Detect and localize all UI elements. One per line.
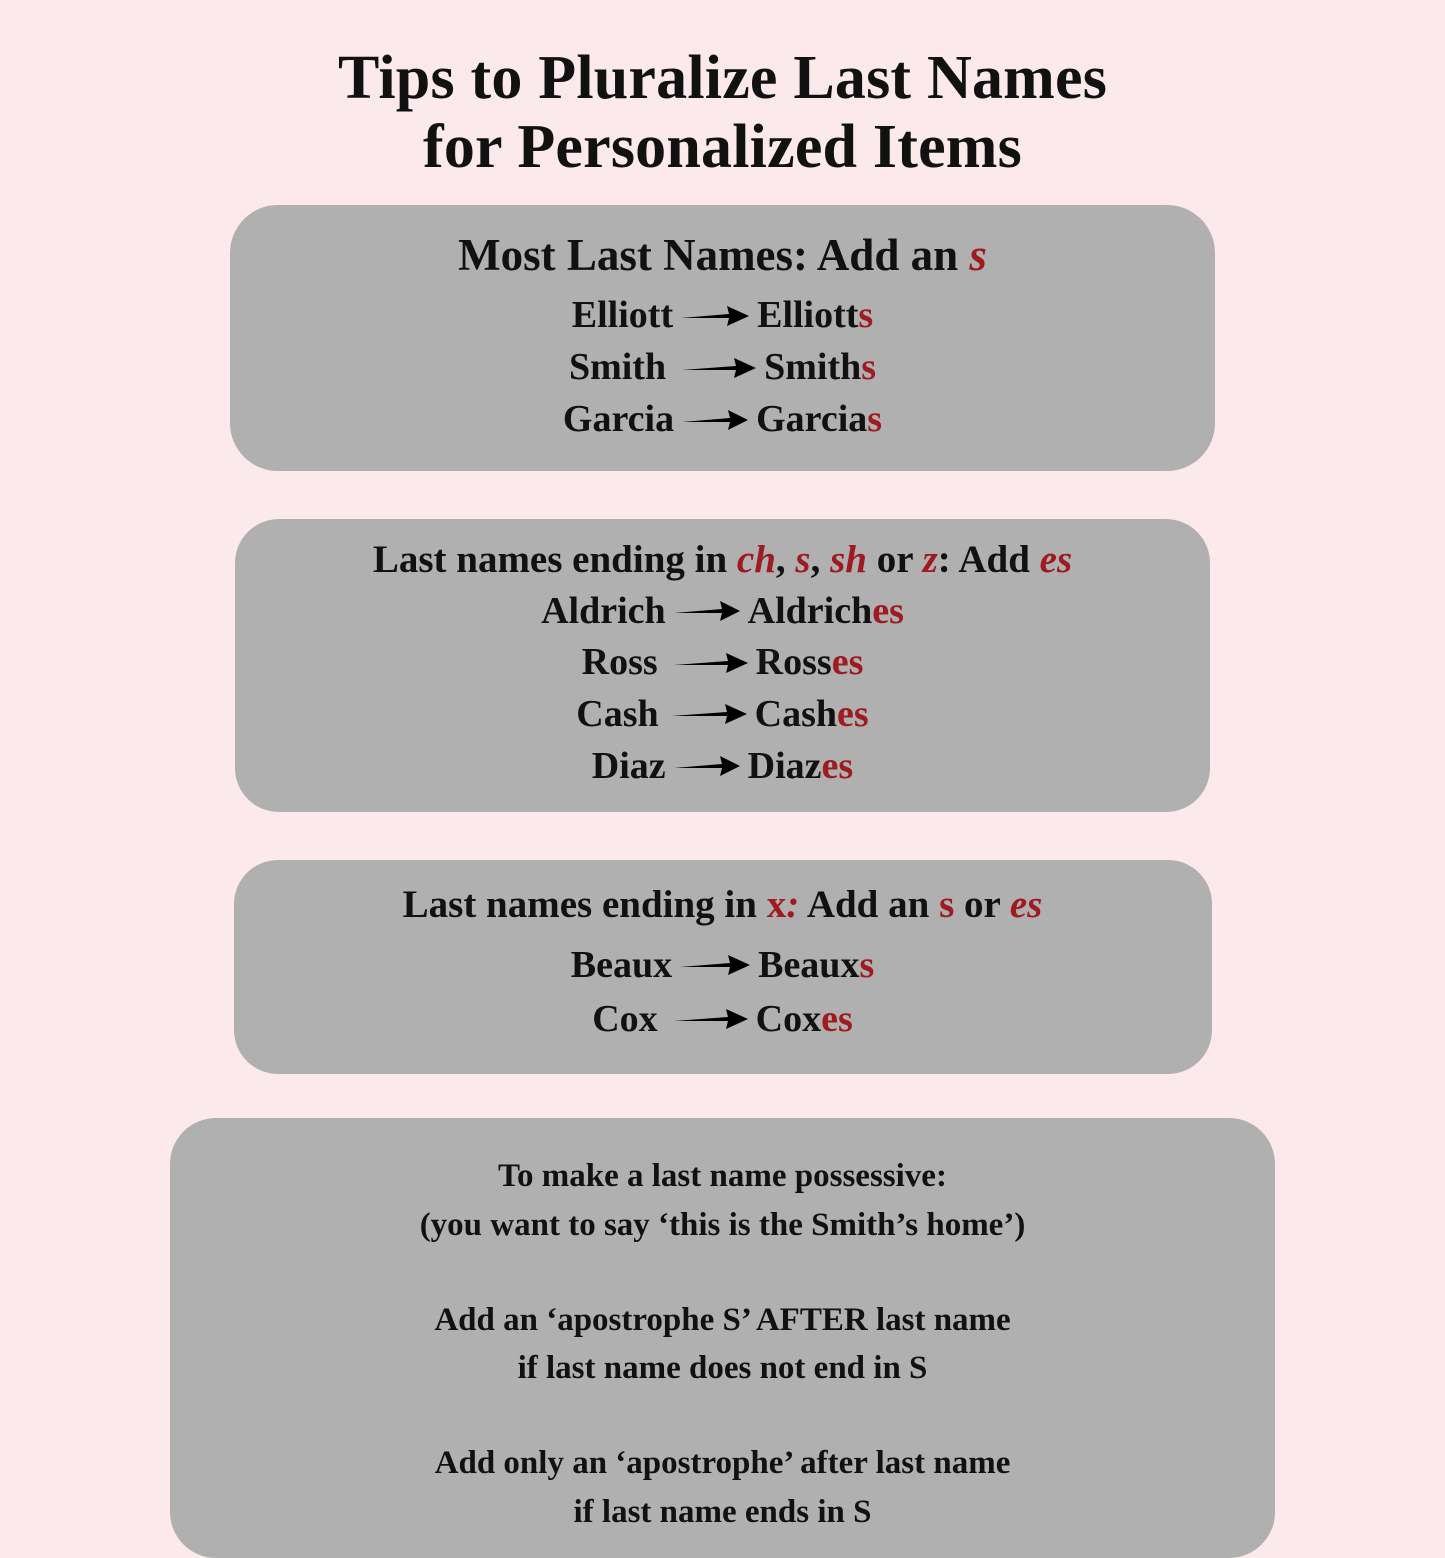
- spacer: [170, 1250, 1275, 1296]
- heading-part: Last names ending in: [402, 883, 767, 927]
- example-row: [235, 739, 1210, 791]
- possessive-line: if last name does not end in S: [517, 1350, 928, 1387]
- example-to-suffix: es: [837, 692, 869, 735]
- arrow-right-icon: [672, 753, 742, 779]
- card-2-heading: [235, 537, 1210, 582]
- possessive-line: Add only an ‘apostrophe’ after last name: [434, 1445, 1011, 1482]
- example-row: [235, 635, 1210, 687]
- example-row: [230, 289, 1215, 341]
- heading-part: Last names ending in: [372, 537, 737, 581]
- example-to-base: Elliott: [757, 294, 859, 337]
- possessive-line: if last name ends in S: [573, 1494, 872, 1531]
- example-from: Elliott: [571, 294, 674, 337]
- arrow-right-icon: [664, 650, 750, 676]
- example-to-suffix: es: [872, 589, 904, 632]
- example-to-base: Garcia: [756, 398, 868, 441]
- card-3-heading: [234, 882, 1212, 927]
- example-from: Ross: [581, 641, 658, 684]
- arrow-right-icon: [679, 303, 751, 329]
- heading-part: : Add: [937, 537, 1040, 581]
- heading-part-accent: sh: [830, 537, 867, 581]
- heading-part: ,: [775, 537, 796, 581]
- heading-part-accent: :: [786, 883, 800, 927]
- arrow-right-icon: [680, 407, 750, 433]
- example-from: Garcia: [562, 398, 675, 441]
- card-1-heading-accent: s: [969, 229, 987, 280]
- example-to-base: Diaz: [747, 744, 822, 787]
- example-row: [235, 687, 1210, 739]
- heading-part: or: [866, 537, 923, 581]
- example-row: [234, 937, 1212, 990]
- card-ending-in-x: [234, 860, 1212, 1074]
- possessive-line: To make a last name possessive:: [498, 1157, 947, 1194]
- example-from: Diaz: [591, 744, 666, 787]
- heading-part-accent: es: [1039, 537, 1073, 581]
- example-from: Cox: [592, 997, 658, 1040]
- arrow-right-icon: [678, 952, 752, 978]
- example-row: [234, 991, 1212, 1044]
- example-to-suffix: es: [831, 641, 864, 684]
- possessive-line: Add an ‘apostrophe S’ AFTER last name: [434, 1301, 1011, 1338]
- heading-part: ,: [810, 537, 831, 581]
- example-to-base: Aldrich: [747, 589, 873, 632]
- spacer: [170, 1393, 1275, 1439]
- heading-part: Add an: [799, 883, 940, 927]
- heading-part-accent: s: [939, 883, 955, 927]
- example-to-suffix: s: [867, 398, 883, 441]
- example-row: [230, 393, 1215, 445]
- example-to-suffix: es: [821, 744, 854, 787]
- heading-part-accent: ch: [736, 537, 776, 581]
- heading-part-accent: es: [1009, 883, 1043, 927]
- example-to-base: Beaux: [758, 944, 860, 987]
- card-ch-s-sh-z: [235, 519, 1210, 812]
- example-row: [230, 341, 1215, 393]
- card-most-last-names: [230, 205, 1215, 471]
- title-line-2: for Personalized Items: [422, 113, 1022, 182]
- example-from: Cash: [576, 692, 659, 735]
- page-title: [0, 0, 1445, 183]
- arrow-right-icon: [664, 1006, 750, 1032]
- heading-part-accent: s: [795, 537, 811, 581]
- example-from: Smith: [568, 346, 667, 389]
- example-from: Beaux: [570, 944, 673, 987]
- card-1-heading: [230, 229, 1215, 281]
- heading-part: or: [954, 883, 1010, 927]
- heading-part-accent: x: [766, 883, 787, 927]
- card-possessive: [170, 1118, 1275, 1558]
- possessive-line: (you want to say ‘this is the Smith’s home’): [419, 1206, 1026, 1243]
- card-1-heading-text: Most Last Names: Add an: [458, 229, 970, 280]
- example-to-base: Smith: [764, 346, 862, 389]
- example-to-base: Cash: [754, 692, 838, 735]
- example-from: Aldrich: [541, 589, 666, 632]
- title-line-1: Tips to Pluralize Last Names: [337, 44, 1108, 112]
- example-row: [235, 584, 1210, 636]
- example-to-base: Cox: [755, 997, 822, 1040]
- arrow-right-icon: [665, 701, 749, 727]
- example-to-suffix: s: [861, 346, 877, 389]
- heading-part-accent: z: [922, 537, 938, 581]
- example-to-suffix: es: [821, 997, 853, 1040]
- arrow-right-icon: [672, 355, 758, 381]
- example-to-suffix: s: [859, 944, 875, 987]
- example-to-base: Ross: [755, 641, 832, 684]
- arrow-right-icon: [672, 598, 742, 624]
- example-to-suffix: s: [858, 294, 874, 337]
